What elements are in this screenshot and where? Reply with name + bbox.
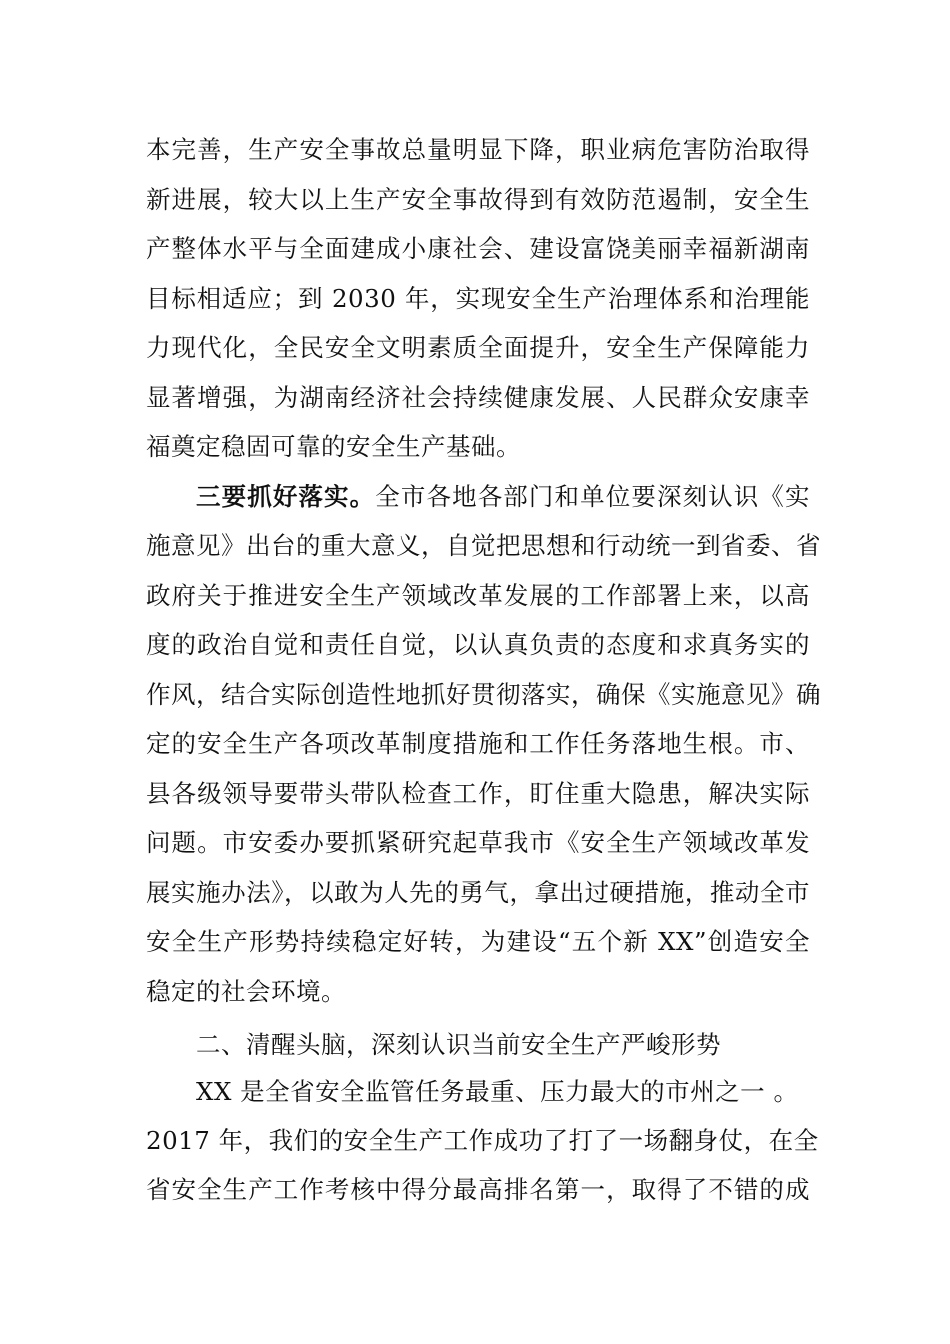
paragraph-2-line-10: 安全生产形势持续稳定好转，为建设“五个新 XX”创造安全	[146, 927, 810, 956]
paragraph-1-line-3: 产整体水平与全面建成小康社会、建设富饶美丽幸福新湖南	[146, 234, 810, 263]
paragraph-2-line-1	[196, 477, 810, 517]
paragraph-2-line-8: 问题。市安委办要抓紧研究起草我市《安全生产领域改革发	[146, 828, 810, 857]
paragraph-2-line-7: 县各级领导要带头带队检查工作，盯住重大隐患，解决实际	[146, 779, 810, 808]
paragraph-3-line-3: 省安全生产工作考核中得分最高排名第一，取得了不错的成	[146, 1175, 810, 1204]
paragraph-2-line-4: 度的政治自觉和责任自觉，以认真负责的态度和求真务实的	[146, 630, 810, 659]
paragraph-2-lead: 三要抓好落实。	[196, 482, 376, 511]
paragraph-1-line-2: 新进展，较大以上生产安全事故得到有效防范遏制，安全生	[146, 185, 810, 214]
paragraph-3-line-1: XX 是全省安全监管任务最重、压力最大的市州之一 。	[196, 1077, 799, 1106]
paragraph-2-line-2: 施意见》出台的重大意义，自觉把思想和行动统一到省委、省	[146, 531, 821, 560]
paragraph-2-line-1-rest: 全市各地各部门和单位要深刻认识《实	[375, 482, 811, 511]
paragraph-1-line-7: 福奠定稳固可靠的安全生产基础。	[146, 432, 521, 461]
paragraph-2-line-6: 定的安全生产各项改革制度措施和工作任务落地生根。市、	[146, 729, 810, 758]
paragraph-2-line-5: 作风，结合实际创造性地抓好贯彻落实，确保《实施意见》确	[146, 680, 821, 709]
paragraph-2-line-3: 政府关于推进安全生产领域改革发展的工作部署上来，以高	[146, 581, 810, 610]
paragraph-1-line-5: 力现代化，全民安全文明素质全面提升，安全生产保障能力	[146, 333, 810, 362]
paragraph-2-line-11: 稳定的社会环境。	[146, 977, 346, 1006]
paragraph-1-line-4: 目标相适应；到 2030 年，实现安全生产治理体系和治理能	[146, 284, 810, 313]
paragraph-1-line-1: 本完善，生产安全事故总量明显下降，职业病危害防治取得	[146, 135, 810, 164]
paragraph-1-line-6: 显著增强，为湖南经济社会持续健康发展、人民群众安康幸	[146, 383, 810, 412]
paragraph-3-line-2: 2017 年，我们的安全生产工作成功了打了一场翻身仗，在全	[146, 1126, 819, 1155]
section-heading: 二、清醒头脑，深刻认识当前安全生产严峻形势	[196, 1030, 721, 1059]
paragraph-2-line-9: 展实施办法》，以敢为人先的勇气，拿出过硬措施，推动全市	[146, 878, 810, 907]
